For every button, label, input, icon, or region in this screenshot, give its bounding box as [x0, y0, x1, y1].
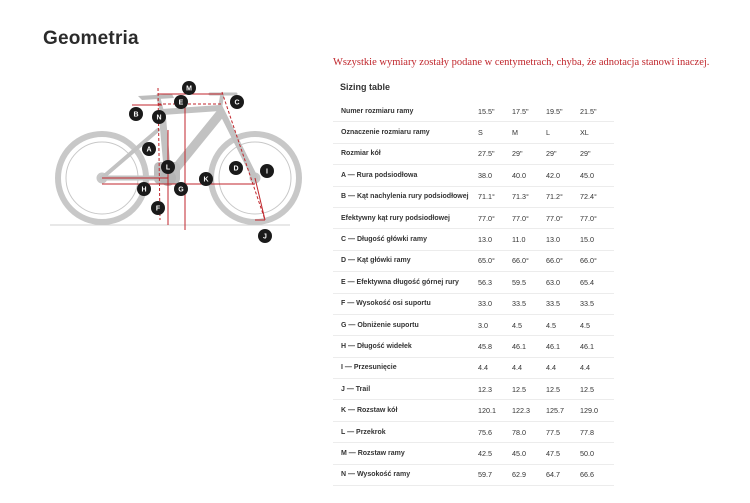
row-value: 65.0° [478, 250, 512, 271]
table-row [333, 464, 614, 485]
row-value: 77.5 [546, 421, 580, 442]
row-value: 129.0 [580, 400, 614, 421]
marker-l [161, 160, 175, 174]
row-value: 33.5 [546, 293, 580, 314]
svg-text:G: G [178, 186, 184, 194]
marker-e [174, 95, 188, 109]
row-value: 125.7 [546, 400, 580, 421]
row-value: 59.5 [512, 272, 546, 293]
row-label: G — Obniżenie suportu [333, 314, 478, 335]
table-row [333, 400, 614, 421]
row-value: 66.0° [580, 250, 614, 271]
row-value: L [546, 122, 580, 143]
marker-b [129, 107, 143, 121]
row-value: 71.2° [546, 186, 580, 207]
svg-text:H: H [141, 186, 147, 194]
row-label: K — Rozstaw kół [333, 400, 478, 421]
row-value: 29" [580, 143, 614, 164]
row-value: 46.1 [512, 336, 546, 357]
row-value: 63.0 [546, 272, 580, 293]
row-label: E — Efektywna długość górnej rury [333, 272, 478, 293]
row-value: 64.7 [546, 464, 580, 485]
table-row [333, 207, 614, 228]
row-value: 12.5 [546, 379, 580, 400]
table-row [333, 186, 614, 207]
row-value: 38.0 [478, 165, 512, 186]
row-value: 33.0 [478, 293, 512, 314]
row-value: 120.1 [478, 400, 512, 421]
row-value: 4.4 [580, 357, 614, 378]
row-value: 45.0 [512, 443, 546, 464]
row-label: I — Przesunięcie [333, 357, 478, 378]
sizing-table [333, 101, 614, 486]
marker-h [137, 182, 151, 196]
row-value: 12.5 [512, 379, 546, 400]
row-value: 4.4 [478, 357, 512, 378]
svg-text:D: D [233, 165, 239, 173]
row-value: 66.6 [580, 464, 614, 485]
page-title: Geometria [43, 28, 139, 49]
row-value: 11.0 [512, 229, 546, 250]
marker-j [258, 229, 272, 243]
row-value: 33.5 [580, 293, 614, 314]
row-value: 78.0 [512, 421, 546, 442]
row-value: 13.0 [478, 229, 512, 250]
row-value: 12.3 [478, 379, 512, 400]
row-value: 46.1 [546, 336, 580, 357]
row-value: 59.7 [478, 464, 512, 485]
row-value: 17.5" [512, 101, 546, 122]
row-label: Oznaczenie rozmiaru ramy [333, 122, 478, 143]
row-value: 42.5 [478, 443, 512, 464]
row-value: 122.3 [512, 400, 546, 421]
marker-n [152, 110, 166, 124]
row-value: 19.5" [546, 101, 580, 122]
row-value: 29" [512, 143, 546, 164]
svg-text:E: E [178, 99, 184, 107]
row-value: 71.1° [478, 186, 512, 207]
row-value: 27.5" [478, 143, 512, 164]
table-row [333, 336, 614, 357]
row-label: N — Wysokość ramy [333, 464, 478, 485]
row-value: 77.0° [478, 207, 512, 228]
row-value: 21.5" [580, 101, 614, 122]
row-value: 46.1 [580, 336, 614, 357]
row-value: M [512, 122, 546, 143]
marker-m [182, 81, 196, 95]
table-row [333, 314, 614, 335]
svg-text:J: J [263, 233, 267, 241]
marker-d [229, 161, 243, 175]
row-value: 75.6 [478, 421, 512, 442]
row-value: 71.3° [512, 186, 546, 207]
table-row [333, 421, 614, 442]
row-value: 4.5 [512, 314, 546, 335]
row-value: 47.5 [546, 443, 580, 464]
row-label: Numer rozmiaru ramy [333, 101, 478, 122]
row-value: 56.3 [478, 272, 512, 293]
row-value: 72.4° [580, 186, 614, 207]
row-value: 77.0° [512, 207, 546, 228]
table-row [333, 143, 614, 164]
row-value: 66.0° [512, 250, 546, 271]
svg-text:F: F [155, 205, 161, 213]
svg-text:K: K [203, 176, 209, 184]
svg-text:M: M [186, 85, 192, 93]
row-value: 15.5" [478, 101, 512, 122]
row-value: 77.0° [546, 207, 580, 228]
row-value: 62.9 [512, 464, 546, 485]
row-value: 50.0 [580, 443, 614, 464]
row-value: 65.4 [580, 272, 614, 293]
row-label: C — Długość główki ramy [333, 229, 478, 250]
row-label: B — Kąt nachylenia rury podsiodłowej [333, 186, 478, 207]
row-value: S [478, 122, 512, 143]
units-notice: Wszystkie wymiary zostały podane w centymetrach, chyba, że adnotacja stanowi inaczej. [333, 57, 710, 68]
row-value: 77.0° [580, 207, 614, 228]
row-value: 4.4 [512, 357, 546, 378]
svg-text:C: C [234, 99, 240, 107]
svg-text:L: L [165, 164, 171, 172]
row-value: 45.0 [580, 165, 614, 186]
svg-text:B: B [133, 111, 139, 119]
marker-c [230, 95, 244, 109]
row-label: F — Wysokość osi suportu [333, 293, 478, 314]
marker-g [174, 182, 188, 196]
row-value: 42.0 [546, 165, 580, 186]
row-label: J — Trail [333, 379, 478, 400]
table-row [333, 165, 614, 186]
row-value: XL [580, 122, 614, 143]
table-row [333, 250, 614, 271]
row-value: 66.0° [546, 250, 580, 271]
row-value: 33.5 [512, 293, 546, 314]
row-value: 29" [546, 143, 580, 164]
row-value: 4.4 [546, 357, 580, 378]
row-label: L — Przekrok [333, 421, 478, 442]
svg-text:A: A [146, 146, 152, 154]
row-value: 4.5 [580, 314, 614, 335]
svg-text:N: N [156, 114, 162, 122]
row-value: 13.0 [546, 229, 580, 250]
row-value: 77.8 [580, 421, 614, 442]
row-label: Efektywny kąt rury podsiodłowej [333, 207, 478, 228]
row-value: 12.5 [580, 379, 614, 400]
marker-f [151, 201, 165, 215]
marker-k [199, 172, 213, 186]
table-row [333, 122, 614, 143]
row-value: 4.5 [546, 314, 580, 335]
table-row [333, 357, 614, 378]
row-label: D — Kąt główki ramy [333, 250, 478, 271]
table-row [333, 293, 614, 314]
row-label: Rozmiar kół [333, 143, 478, 164]
row-value: 45.8 [478, 336, 512, 357]
marker-i [260, 164, 274, 178]
table-row [333, 101, 614, 122]
row-value: 40.0 [512, 165, 546, 186]
row-label: A — Rura podsiodłowa [333, 165, 478, 186]
row-label: M — Rozstaw ramy [333, 443, 478, 464]
table-row [333, 379, 614, 400]
row-value: 15.0 [580, 229, 614, 250]
table-row [333, 443, 614, 464]
saddle [138, 94, 174, 100]
table-row [333, 272, 614, 293]
svg-text:I: I [266, 168, 268, 176]
bike-geometry-diagram [50, 70, 320, 250]
table-row [333, 229, 614, 250]
sizing-table-title: Sizing table [340, 82, 391, 92]
row-value: 3.0 [478, 314, 512, 335]
marker-a [142, 142, 156, 156]
row-label: H — Długość widełek [333, 336, 478, 357]
